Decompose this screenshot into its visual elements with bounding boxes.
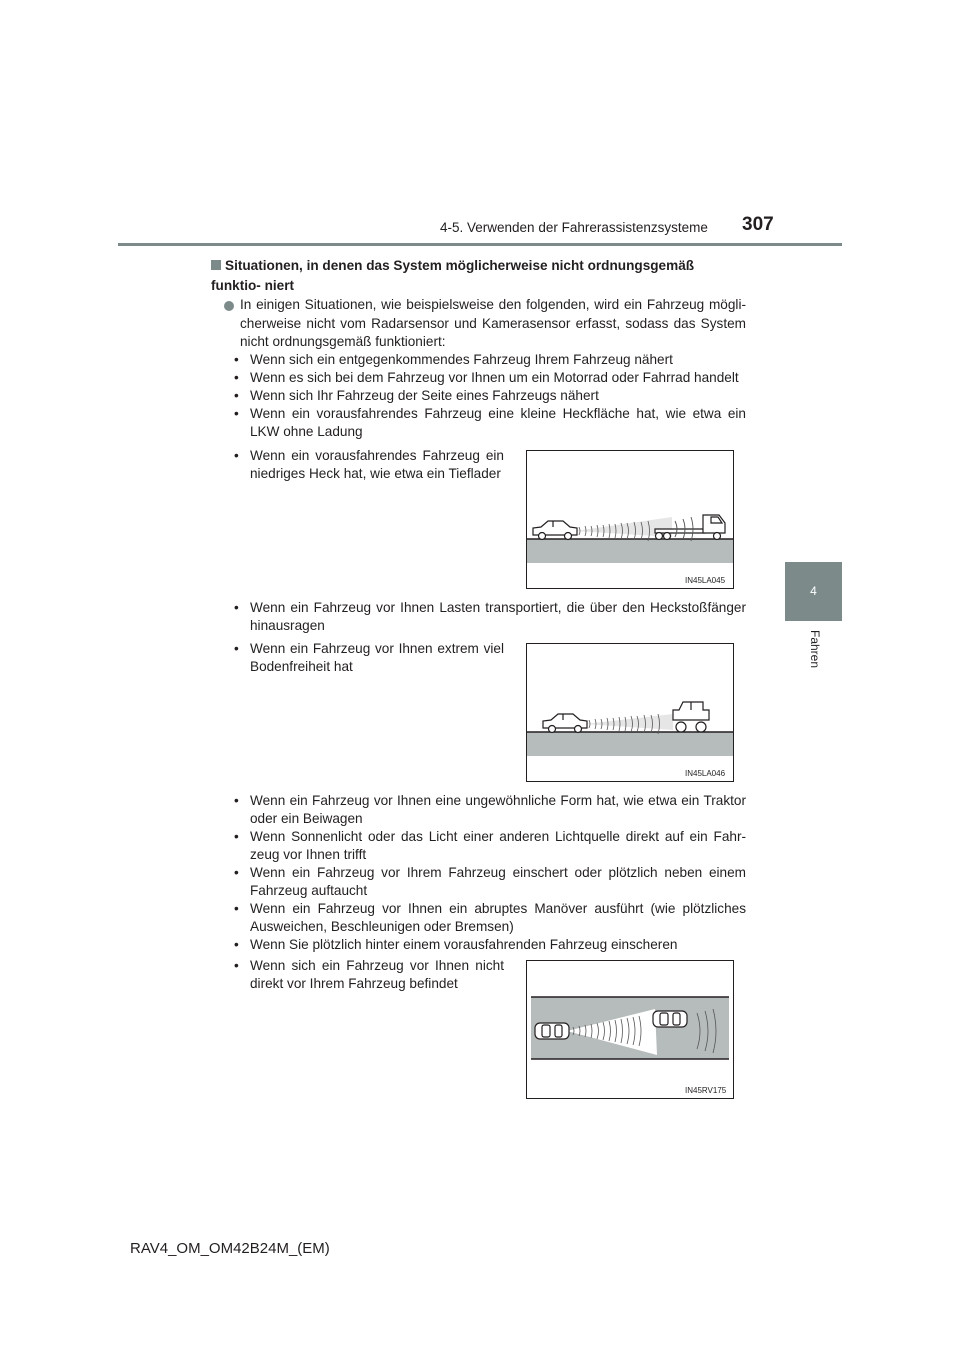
list-item: • Wenn ein vorausfahrendes Fahrzeug ein niedriges Heck hat, wie etwa ein Tieflader bbox=[234, 448, 504, 481]
list-item: • Wenn es sich bei dem Fahrzeug vor Ihnen um ein Motorrad oder Fahrrad handelt bbox=[234, 370, 739, 385]
figure-3-code: IN45RV175 bbox=[685, 1086, 727, 1095]
list-item: • Wenn Sie plötzlich hinter einem vorausfahrenden Fahrzeug einscheren bbox=[234, 937, 678, 952]
figure-offset-vehicle bbox=[526, 960, 734, 1099]
figure-high-ground-clearance bbox=[526, 643, 734, 782]
chapter-tab-number: 4 bbox=[785, 562, 842, 621]
figure-3-illustration bbox=[527, 961, 733, 1098]
round-bullet-icon bbox=[224, 301, 234, 311]
figure-1-illustration bbox=[527, 451, 733, 588]
chapter-label-text: Fahren bbox=[808, 630, 822, 669]
list-item: • Wenn ein Fahrzeug vor Ihnen eine ungewöhnliche Form hat, wie etwa ein Traktor oder ein Beiwagen bbox=[234, 793, 746, 826]
figure-2-code: IN45LA046 bbox=[685, 769, 726, 778]
section-heading-text: Situationen, in denen das System möglicherweise nicht ordnungsgemäß funktio- niert bbox=[211, 258, 695, 293]
intro-text: In einigen Situationen, wie beispielsweise den folgenden, wird ein Fahrzeug mögli- cherweise nicht vom Radarsensor und Kamerasensor erfasst, sodass das System nicht ordnungsgemäß funktioniert: bbox=[240, 297, 746, 349]
list-item: • Wenn ein Fahrzeug vor Ihnen Lasten transportiert, die über den Heckstoßfänger hinausragen bbox=[234, 600, 746, 633]
list-item: • Wenn Sonnenlicht oder das Licht einer anderen Lichtquelle direkt auf ein Fahr- zeug vor Ihnen trifft bbox=[234, 829, 746, 862]
figure-1-code: IN45LA045 bbox=[685, 576, 726, 585]
square-bullet-icon bbox=[211, 260, 221, 270]
intro-paragraph bbox=[226, 296, 746, 352]
list-item: • Wenn sich Ihr Fahrzeug der Seite eines Fahrzeugs nähert bbox=[234, 388, 599, 403]
car-icon bbox=[543, 714, 587, 733]
condition-item-b bbox=[234, 447, 504, 483]
offroad-vehicle-icon bbox=[673, 702, 709, 732]
car-icon bbox=[533, 521, 577, 540]
page-number: 307 bbox=[742, 214, 774, 235]
road-surface bbox=[527, 539, 733, 563]
chapter-tab-label bbox=[786, 630, 842, 690]
list-item: • Wenn sich ein Fahrzeug vor Ihnen nicht direkt vor Ihrem Fahrzeug befindet bbox=[234, 958, 504, 991]
condition-item-d bbox=[234, 640, 504, 676]
list-item: • Wenn ein vorausfahrendes Fahrzeug eine kleine Heckfläche hat, wie etwa ein LKW ohne Ladung bbox=[234, 406, 746, 439]
list-item: • Wenn ein Fahrzeug vor Ihnen ein abruptes Manöver ausführt (wie plötzliches Ausweichen, Beschleunigen oder Bremsen) bbox=[234, 901, 746, 934]
condition-item-c bbox=[234, 599, 746, 635]
condition-list-e bbox=[234, 792, 746, 954]
condition-list-a bbox=[234, 351, 746, 441]
section-title: 4-5. Verwenden der Fahrerassistenzsysteme bbox=[440, 220, 708, 235]
header-divider bbox=[118, 243, 842, 246]
car-top-view-ahead-icon bbox=[653, 1011, 687, 1027]
condition-item-f bbox=[234, 957, 504, 993]
figure-2-illustration bbox=[527, 644, 733, 781]
car-top-view-icon bbox=[535, 1023, 569, 1039]
list-item: • Wenn ein Fahrzeug vor Ihrem Fahrzeug einschert oder plötzlich neben einem Fahrzeug auftaucht bbox=[234, 865, 746, 898]
document-code: RAV4_OM_OM42B24M_(EM) bbox=[130, 1240, 330, 1257]
section-heading bbox=[211, 256, 746, 296]
road-surface bbox=[527, 732, 733, 756]
figure-low-bed-trailer bbox=[526, 450, 734, 589]
list-item: • Wenn ein Fahrzeug vor Ihnen extrem viel Bodenfreiheit hat bbox=[234, 641, 504, 674]
list-item: • Wenn sich ein entgegenkommendes Fahrzeug Ihrem Fahrzeug nähert bbox=[234, 352, 673, 367]
